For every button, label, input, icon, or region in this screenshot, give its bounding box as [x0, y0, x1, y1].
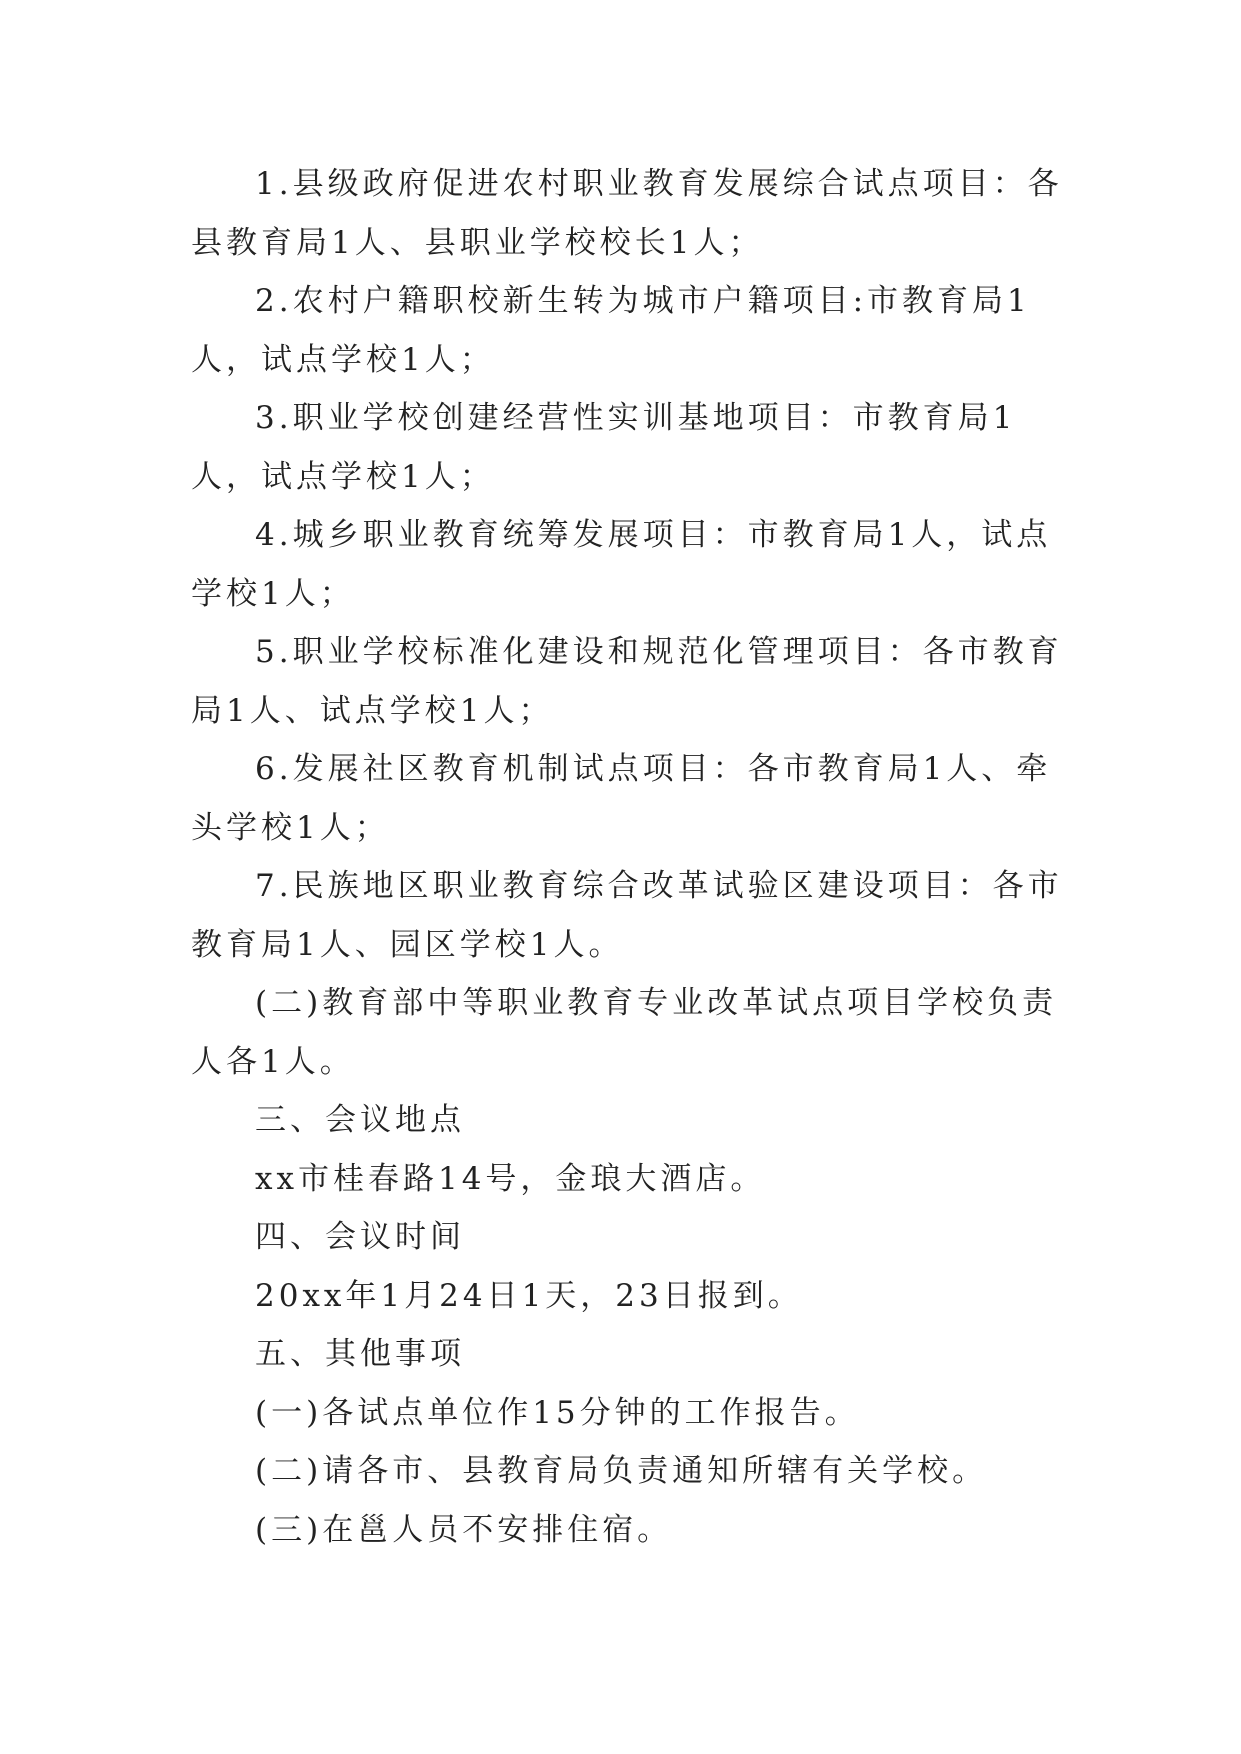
item-6-paragraph: 6.发展社区教育机制试点项目：各市教育局1人、牵头学校1人；: [191, 751, 1052, 846]
other-matter-1: (一)各试点单位作15分钟的工作报告。: [255, 1394, 860, 1431]
item-7-paragraph: 7.民族地区职业教育综合改革试验区建设项目：各市教育局1人、园区学校1人。: [191, 868, 1063, 963]
item-2-paragraph: 2.农村户籍职校新生转为城市户籍项目:市教育局1人，试点学校1人；: [191, 283, 1031, 378]
other-matter-2: (二)请各市、县教育局负责通知所辖有关学校。: [255, 1453, 988, 1489]
document-body: [191, 155, 1063, 1559]
meeting-location-text: xx市桂春路14号，金琅大酒店。: [255, 1160, 766, 1197]
heading-meeting-location: 三、会议地点: [255, 1102, 465, 1138]
other-matter-3: (三)在邕人员不安排住宿。: [255, 1511, 673, 1548]
heading-meeting-time: 四、会议时间: [255, 1219, 465, 1255]
heading-other-matters: 五、其他事项: [255, 1336, 465, 1372]
item-5-paragraph: 5.职业学校标准化建设和规范化管理项目：各市教育局1人、试点学校1人；: [191, 634, 1063, 729]
item-4-paragraph: 4.城乡职业教育统筹发展项目：市教育局1人，试点学校1人；: [191, 517, 1052, 612]
item-3-paragraph: 3.职业学校创建经营性实训基地项目：市教育局1人，试点学校1人；: [191, 400, 1017, 495]
item-1-paragraph: 1.县级政府促进农村职业教育发展综合试点项目：各县教育局1人、县职业学校校长1人；: [191, 166, 1063, 261]
section-2-paragraph: (二)教育部中等职业教育专业改革试点项目学校负责人各1人。: [191, 985, 1058, 1080]
meeting-time-text: 20xx年1月24日1天，23日报到。: [255, 1277, 803, 1314]
